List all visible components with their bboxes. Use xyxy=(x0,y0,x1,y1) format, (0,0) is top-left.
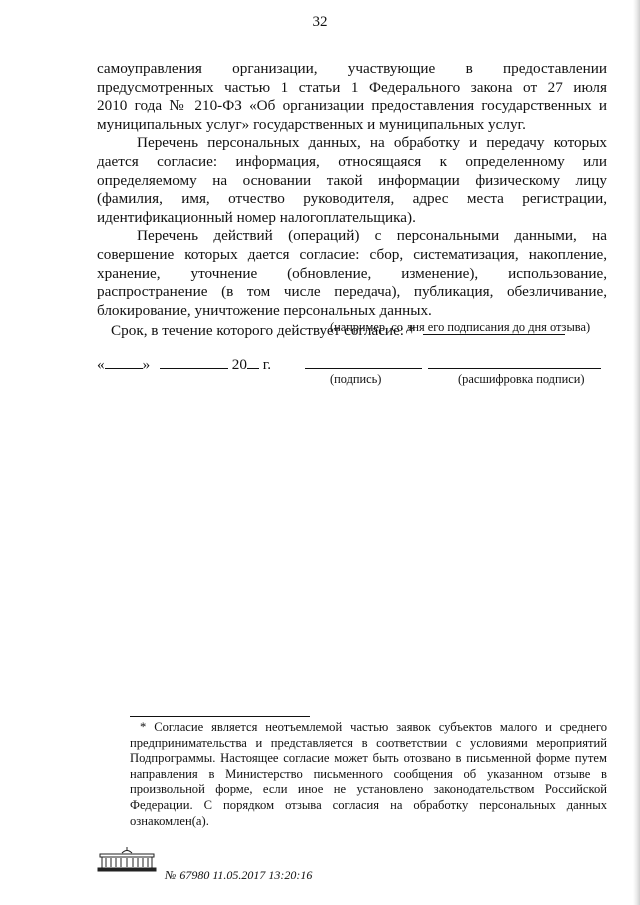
text-line: хранение, уточнение (обновление, изменение), использование, xyxy=(97,264,607,282)
text-line: распространение (в том числе передача), публикация, обезличивание, xyxy=(97,283,607,301)
text-line: идентификационный номер налогоплательщика). xyxy=(97,208,416,226)
paragraph-organizations xyxy=(97,60,607,134)
government-building-stamp-icon xyxy=(96,845,158,875)
page-number: 32 xyxy=(312,14,328,30)
footnote-line: направления в Министерство письменного сообщения об указанном отзыве в xyxy=(130,766,607,781)
text-line: блокирование, уничтожение персональных данных. xyxy=(97,301,432,319)
term-hint: (например, со дня его подписания до дня отзыва) xyxy=(330,320,591,334)
footnote-separator xyxy=(130,716,310,717)
document-body xyxy=(97,60,607,341)
footnote-line: произвольной форме, если иное не установлено законодательством Российской xyxy=(130,782,607,797)
registration-number: № 67980 11.05.2017 13:20:16 xyxy=(165,868,313,882)
footnote xyxy=(130,720,607,829)
signature-line[interactable] xyxy=(305,367,422,369)
day-input-line[interactable] xyxy=(105,354,143,369)
text-line: 2010 года № 210-ФЗ «Об организации предоставления государственных и xyxy=(97,97,607,115)
decoding-hint: (расшифровка подписи) xyxy=(458,372,585,386)
page-edge-shadow xyxy=(633,0,640,905)
text-line: муниципальных услуг» государственных и муниципальных услуг. xyxy=(97,115,526,133)
text-line: (фамилия, имя, отчество руководителя, адрес места регистрации, xyxy=(97,190,607,208)
text-line: Перечень персональных данных, на обработку и передачу которых xyxy=(137,134,607,152)
quote-close: » xyxy=(142,356,151,373)
quote-open: « xyxy=(97,356,105,373)
paragraph-personal-data-list xyxy=(97,134,607,227)
text-line: предусмотренных частью 1 статьи 1 Федерального закона от 27 июля xyxy=(97,78,607,96)
signature-hint: (подпись) xyxy=(330,372,382,386)
text-line: самоуправления организации, участвующие в предоставлении xyxy=(97,60,607,77)
date-row xyxy=(97,354,271,374)
text-line: дается согласие: информация, относящаяся к определенному или xyxy=(97,152,607,170)
footnote-line: Федерации. С порядком отзыва согласия на обработку персональных данных xyxy=(130,797,607,812)
footnote-line: предпринимательства и представляется в соответствии с условиями мероприятий xyxy=(130,735,607,750)
month-input-line[interactable] xyxy=(160,354,228,369)
year-input-line[interactable] xyxy=(247,354,259,369)
decoding-line[interactable] xyxy=(428,367,601,369)
footnote-line: * Согласие является неотъемлемой частью заявок субъектов малого и среднего xyxy=(140,720,607,734)
term-label: Срок, в течение которого действует согласие: * xyxy=(111,322,416,340)
text-line: определяемому на основании такой информации физическому лицу xyxy=(97,171,607,189)
paragraph-actions-list xyxy=(97,227,607,320)
year-prefix: 20 xyxy=(231,356,247,373)
footnote-line: ознакомлен(а). xyxy=(130,813,209,828)
text-line: Перечень действий (операций) с персональными данными, на xyxy=(137,227,607,245)
text-line: совершение которых дается согласие: сбор, систематизация, накопление, xyxy=(97,245,607,263)
year-suffix: г. xyxy=(262,356,272,373)
footnote-line: Подпрограммы. Настоящее согласие может быть отозвано в письменной форме путем xyxy=(130,751,607,766)
